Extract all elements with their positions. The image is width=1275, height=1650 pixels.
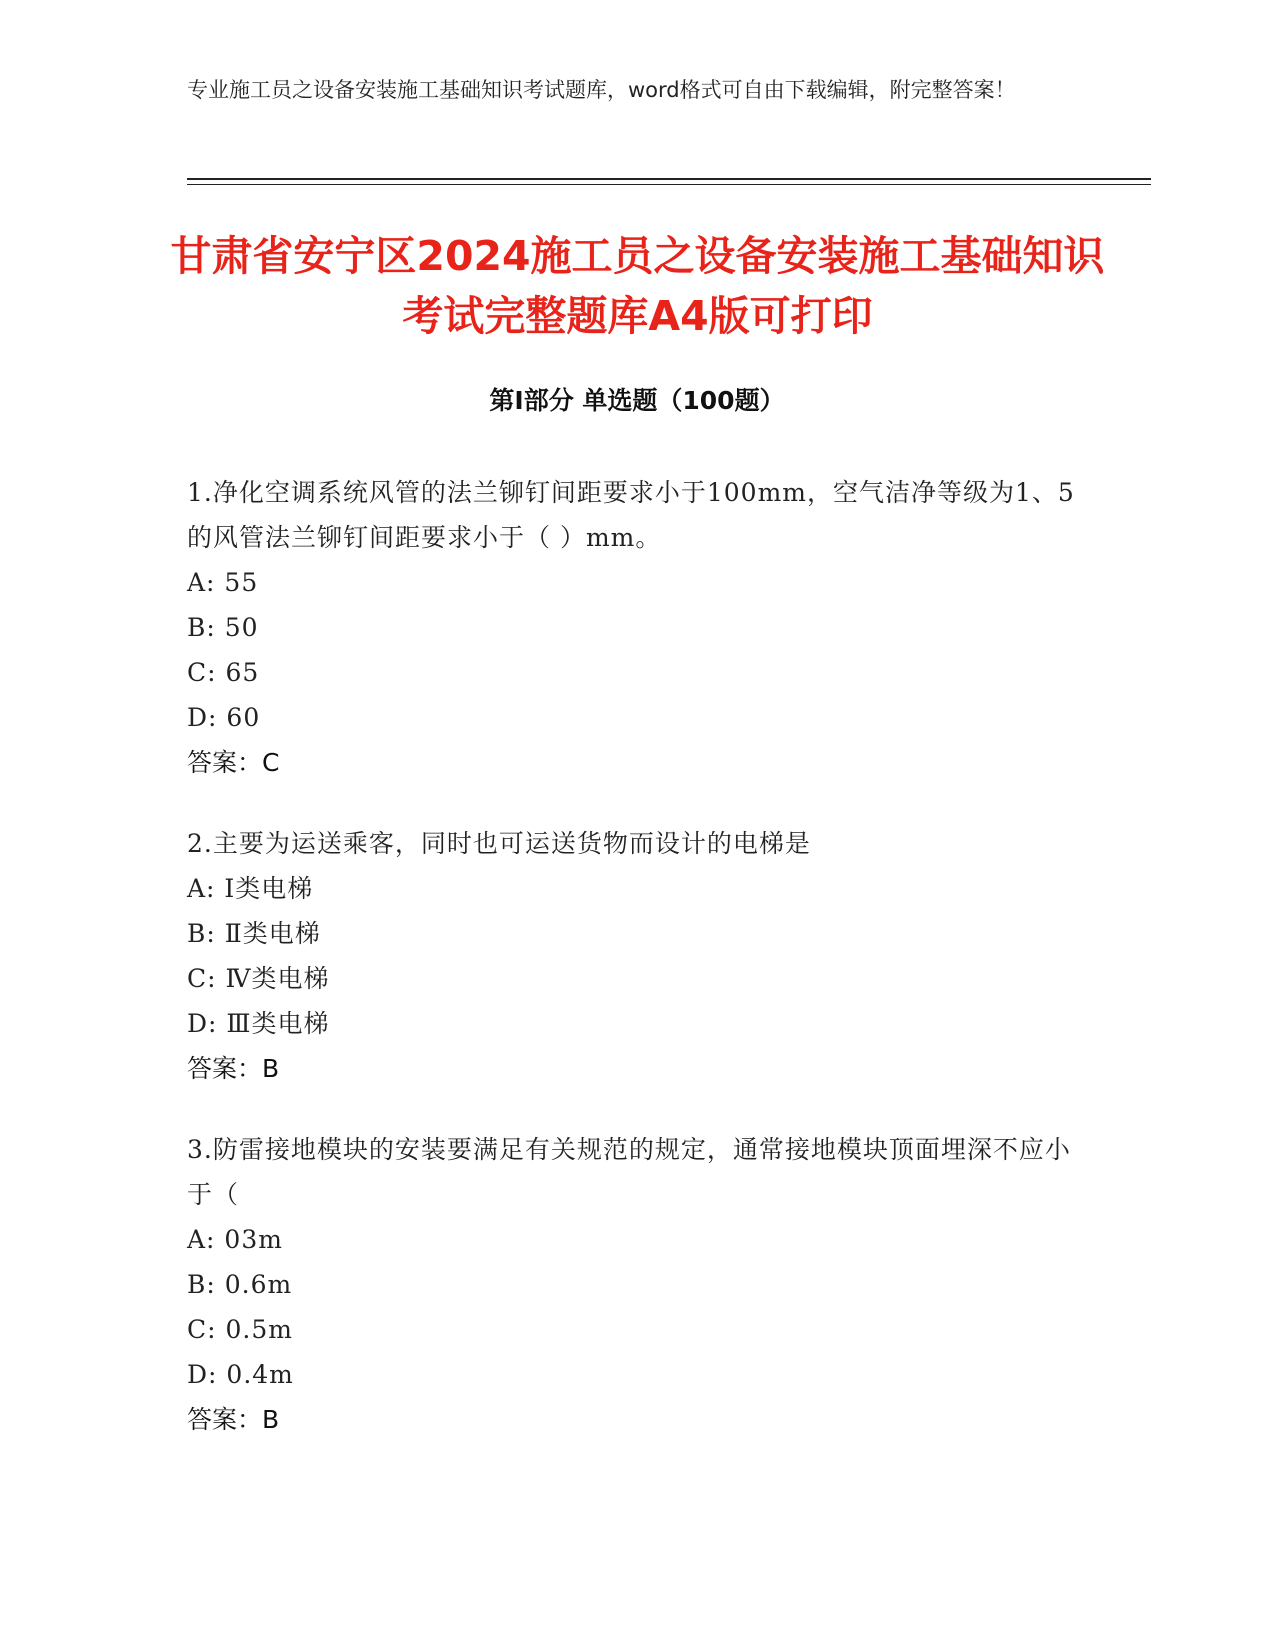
- question-list: [187, 470, 1087, 1478]
- answer: 答案：B: [187, 1405, 280, 1434]
- header-note: 专业施工员之设备安装施工基础知识考试题库，word格式可自由下载编辑，附完整答案！: [187, 78, 1016, 102]
- header-divider-thick: [187, 178, 1151, 180]
- option-c: C: 65: [187, 658, 260, 687]
- option-c: C: Ⅳ类电梯: [187, 964, 330, 993]
- option-b: B: 50: [187, 613, 259, 642]
- option-c: C: 0.5m: [187, 1315, 293, 1344]
- question-2: [187, 821, 1087, 1091]
- header-divider-thin: [187, 184, 1151, 185]
- question-stem: 3.防雷接地模块的安装要满足有关规范的规定，通常接地模块顶面埋深不应小于（: [187, 1135, 1071, 1209]
- option-b: B: Ⅱ类电梯: [187, 919, 321, 948]
- option-d: D: Ⅲ类电梯: [187, 1009, 330, 1038]
- option-d: D: 0.4m: [187, 1360, 294, 1389]
- section-heading: 第I部分 单选题（100题）: [489, 386, 785, 415]
- question-stem: 2.主要为运送乘客，同时也可运送货物而设计的电梯是: [187, 829, 811, 858]
- option-d: D: 60: [187, 703, 261, 732]
- option-a: A: Ⅰ类电梯: [187, 874, 314, 903]
- question-1: [187, 470, 1087, 785]
- answer: 答案：B: [187, 1054, 280, 1083]
- answer: 答案：C: [187, 748, 280, 777]
- question-3: [187, 1127, 1087, 1442]
- document-title: 甘肃省安宁区2024施工员之设备安装施工基础知识考试完整题库A4版可打印: [170, 232, 1105, 340]
- option-a: A: 55: [187, 568, 259, 597]
- option-a: A: 03m: [187, 1225, 283, 1254]
- question-stem: 1.净化空调系统风管的法兰铆钉间距要求小于100mm，空气洁净等级为1、5的风管法兰铆钉间距要求小于（ ）mm。: [187, 478, 1075, 552]
- option-b: B: 0.6m: [187, 1270, 293, 1299]
